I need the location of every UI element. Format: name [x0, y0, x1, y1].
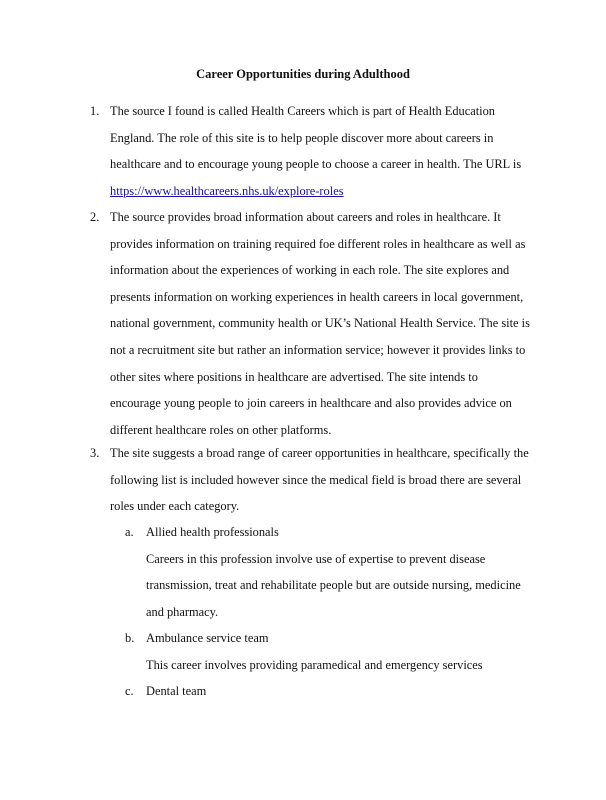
- sub-item-c: [125, 678, 535, 705]
- sub-item-description: This career involves providing paramedical and emergency services: [146, 657, 483, 672]
- list-item-3: [90, 440, 530, 520]
- list-item-number: 2.: [90, 210, 100, 224]
- list-item-2: [90, 204, 530, 443]
- source-url-link[interactable]: https://www.healthcareers.nhs.uk/explore-roles: [110, 183, 344, 198]
- list-item-number: 3.: [90, 446, 100, 460]
- sub-item-title: Dental team: [146, 684, 207, 698]
- list-item-number: 1.: [90, 104, 100, 118]
- sub-item-letter: c.: [125, 684, 134, 698]
- list-item-text: The source provides broad information about careers and roles in healthcare. It provides information on training required foe different roles in healthcare as well as information about the experiences of working in each role. The site explores and presents information on working experiences in health careers in local government, national government, community health or UK’s National Health Service. The site is not a recruitment site but rather an information service; however it provides links to other sites where positions in healthcare are advertised. The site intends to encourage young people to join careers in healthcare and also provides advice on different healthcare roles on other platforms.: [110, 210, 530, 437]
- sub-item-letter: b.: [125, 631, 135, 645]
- list-item-1: [90, 98, 530, 204]
- sub-item-description: Careers in this profession involve use of expertise to prevent disease transmission, treat and rehabilitate people but are outside nursing, medicine and pharmacy.: [146, 551, 521, 619]
- list-item-text: [110, 98, 530, 204]
- list-item-body: The source I found is called Health Careers which is part of Health Education England. The role of this site is to help people discover more about careers in healthcare and to encourage young people to choose a career in health. The URL is: [110, 104, 522, 172]
- sub-item-a: [125, 519, 525, 625]
- sub-item-b: [125, 625, 535, 678]
- sub-item-title: Ambulance service team: [146, 631, 269, 645]
- sub-item-letter: a.: [125, 525, 134, 539]
- document-title: Career Opportunities during Adulthood: [196, 67, 410, 81]
- list-item-text: The site suggests a broad range of career opportunities in healthcare, specifically the following list is included however since the medical field is broad there are several roles under each category.: [110, 446, 529, 514]
- sub-item-title: Allied health professionals: [146, 525, 279, 539]
